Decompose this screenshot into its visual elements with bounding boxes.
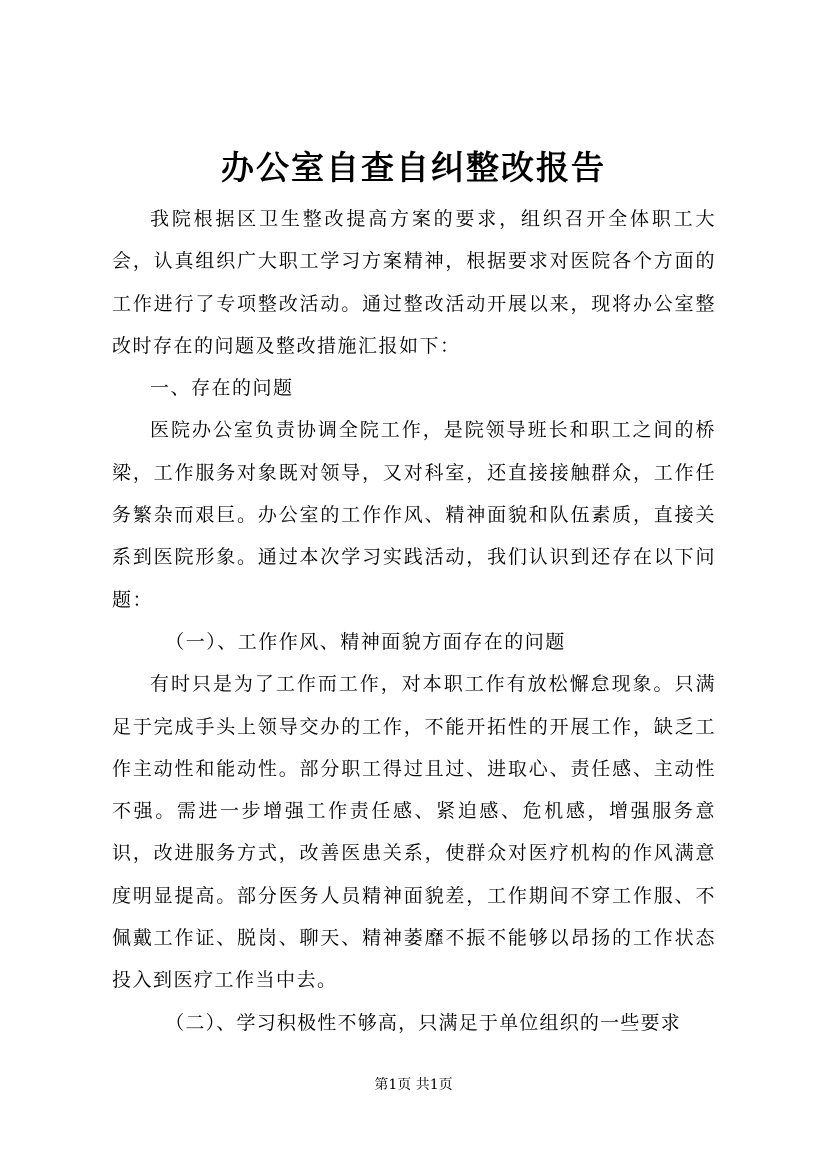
document-title: 办公室自查自纠整改报告	[221, 148, 606, 187]
page-footer: 第1页 共1页	[374, 1077, 453, 1093]
subsection-heading-1: （一）、工作作风、精神面貌方面存在的问题	[165, 630, 566, 653]
document-body	[112, 198, 716, 1044]
paragraph-intro: 我院根据区卫生整改提高方案的要求，组织召开全体职工大会，认真组织广大职工学习方案精神，根据要求对医院各个方面的工作进行了专项整改活动。通过整改活动开展以来，现将办公室整改时存在的问题及整改措施汇报如下：	[112, 208, 716, 357]
paragraph-work-style: 有时只是为了工作而工作，对本职工作有放松懈怠现象。只满足于完成手头上领导交办的工作，不能开拓性的开展工作，缺乏工作主动性和能动性。部分职工得过且过、进取心、责任感、主动性不强。需进一步增强工作责任感、紧迫感、危机感，增强服务意识，改进服务方式，改善医患关系，使群众对医疗机构的作风满意度明显提高。部分医务人员精神面貌差，工作期间不穿工作服、不佩戴工作证、脱岗、聊天、精神萎靡不振不能够以昂扬的工作状态投入到医疗工作当中去。	[112, 673, 716, 992]
section-heading-problems: 一、存在的问题	[150, 377, 294, 400]
paragraph-office-role: 医院办公室负责协调全院工作，是院领导班长和职工之间的桥梁，工作服务对象既对领导，又对科室，还直接接触群众，工作任务繁杂而艰巨。办公室的工作作风、精神面貌和队伍素质，直接关系到医院形象。通过本次学习实践活动，我们认识到还存在以下问题：	[112, 419, 716, 611]
subsection-heading-2: （二）、学习积极性不够高，只满足于单位组织的一些要求	[165, 1011, 681, 1034]
